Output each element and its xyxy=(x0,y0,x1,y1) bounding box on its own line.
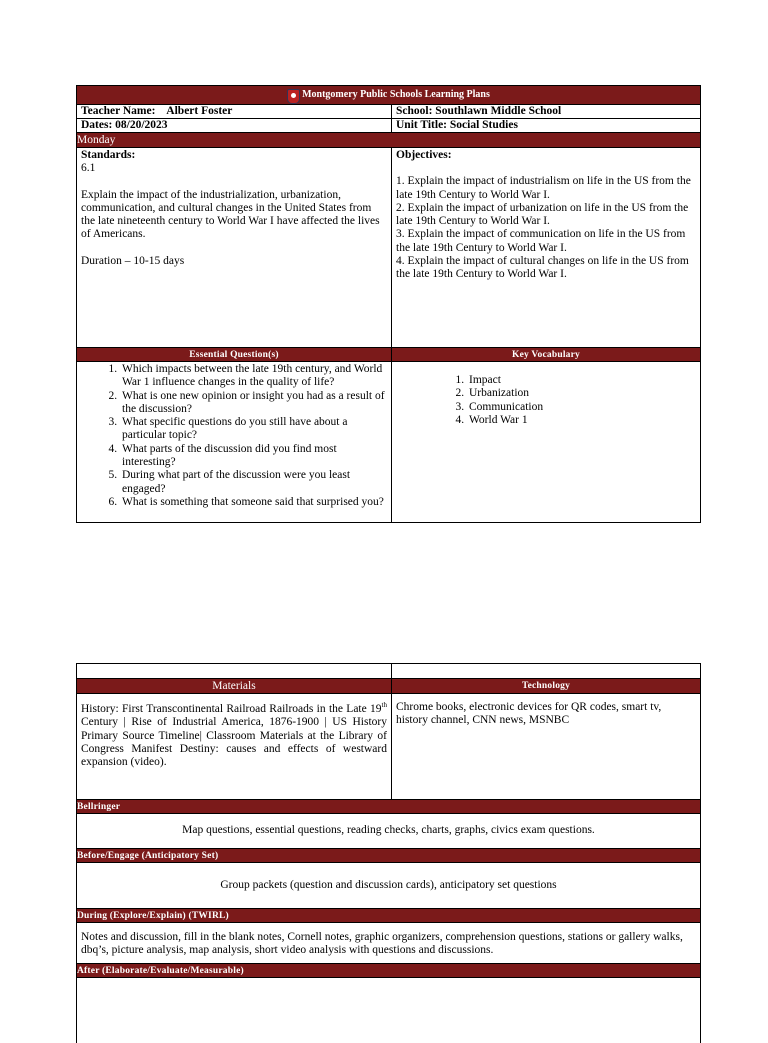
key-vocabulary-header: Key Vocabulary xyxy=(392,348,700,361)
materials-header: Materials xyxy=(77,679,392,693)
standards-objectives-row xyxy=(77,147,700,347)
objective-item: 1. Explain the impact of industrialism on life in the US from the late 19th Century to World War I. xyxy=(396,175,691,201)
list-item: 3. Communication xyxy=(467,401,696,414)
after-elaborate-header: After (Elaborate/Evaluate/Measurable) xyxy=(77,963,700,977)
bellringer-text: Map questions, essential questions, reading checks, charts, graphs, civics exam questions. xyxy=(182,824,595,837)
materials-text: History: First Transcontinental Railroad Railroads in the Late 19 xyxy=(81,703,382,715)
standards-cell xyxy=(77,148,392,347)
during-explore-text: Notes and discussion, fill in the blank notes, Cornell notes, graphic organizers, comprehension questions, stations or gallery walks, dbq’s, picture analysis, map analysis, short video analysis with questions and discussions. xyxy=(81,931,683,957)
technology-cell xyxy=(392,694,700,799)
technology-header: Technology xyxy=(392,679,700,693)
day-bar: Monday xyxy=(77,132,700,147)
teacher-row xyxy=(77,104,700,118)
list-item: 2. Urbanization xyxy=(467,387,696,400)
duration: Duration – 10-15 days xyxy=(81,254,185,267)
lesson-plan-table-top xyxy=(76,85,701,523)
essential-questions-list xyxy=(81,363,387,509)
dates-row xyxy=(77,118,700,132)
title-bar xyxy=(77,86,700,104)
key-vocabulary-cell xyxy=(392,362,700,522)
materials-tech-header-row xyxy=(77,678,700,693)
teacher-name: Albert Foster xyxy=(166,105,233,117)
essential-questions-header: Essential Question(s) xyxy=(77,348,392,361)
list-item: 4. World War 1 xyxy=(467,414,696,427)
standards-text: Explain the impact of the industrialization, urbanization, communication, and cultural changes in the United States from the late nineteenth century to World War I have affected the lives of Americans. xyxy=(81,188,380,241)
school-name: School: Southlawn Middle School xyxy=(396,105,562,117)
objective-item: 2. Explain the impact of urbanization on life in the US from the late 19th Century to World War I. xyxy=(396,201,689,228)
dates: Dates: 08/20/2023 xyxy=(77,119,392,132)
standards-code: 6.1 xyxy=(81,162,96,175)
standards-label: Standards: xyxy=(81,149,136,161)
essential-questions-cell xyxy=(77,362,392,522)
eq-vocab-row xyxy=(77,361,700,522)
list-item: 6. What is something that someone said that surprised you? xyxy=(120,496,387,509)
materials-cell: History: First Transcontinental Railroad Railroads in the Late 19th Century | Rise of Industrial America, 1876-1900 | US History Primary Source Timeline| Classroom Materials at the Library of Congress Manifest Destiny: causes and effects of westward expansion (video). xyxy=(77,694,392,799)
before-engage-header: Before/Engage (Anticipatory Set) xyxy=(77,848,700,862)
objectives-label: Objectives: xyxy=(396,149,452,161)
materials-tech-row xyxy=(77,693,700,799)
blank-row xyxy=(77,664,700,678)
during-explore-row xyxy=(77,922,700,963)
list-item: 4. What parts of the discussion did you find most interesting? xyxy=(120,443,387,470)
school-logo-icon xyxy=(287,89,300,104)
lesson-plan-table-bottom xyxy=(76,663,701,1043)
unit-title: Unit Title: Social Studies xyxy=(396,119,518,131)
list-item: 1. Which impacts between the late 19th century, and World War 1 influence changes in the quality of life? xyxy=(120,363,387,390)
during-explore-header: During (Explore/Explain) (TWIRL) xyxy=(77,908,700,922)
bellringer-header: Bellringer xyxy=(77,799,700,813)
page-title: Montgomery Public Schools Learning Plans xyxy=(302,89,490,100)
list-item: 5. During what part of the discussion were you least engaged? xyxy=(120,469,387,496)
key-vocabulary-list xyxy=(396,374,696,427)
list-item: 2. What is one new opinion or insight you had as a result of the discussion? xyxy=(120,390,387,417)
bellringer-row xyxy=(77,813,700,848)
list-item: 1. Impact xyxy=(467,374,696,387)
objectives-cell xyxy=(392,148,700,347)
before-engage-row xyxy=(77,862,700,908)
technology-text: Chrome books, electronic devices for QR codes, smart tv, history channel, CNN news, MSNBC xyxy=(396,701,662,727)
objective-item: 3. Explain the impact of communication on life in the US from the late 19th Century to World War I. xyxy=(396,228,686,254)
eq-vocab-header-row xyxy=(77,347,700,361)
list-item: 3. What specific questions do you still have about a particular topic? xyxy=(120,416,387,443)
teacher-label: Teacher Name: xyxy=(81,105,156,117)
objective-item: 4. Explain the impact of cultural changes on life in the US from the late 19th Century to World War I. xyxy=(396,255,689,281)
before-engage-text: Group packets (question and discussion cards), anticipatory set questions xyxy=(220,878,557,891)
after-elaborate-row xyxy=(77,977,700,1037)
